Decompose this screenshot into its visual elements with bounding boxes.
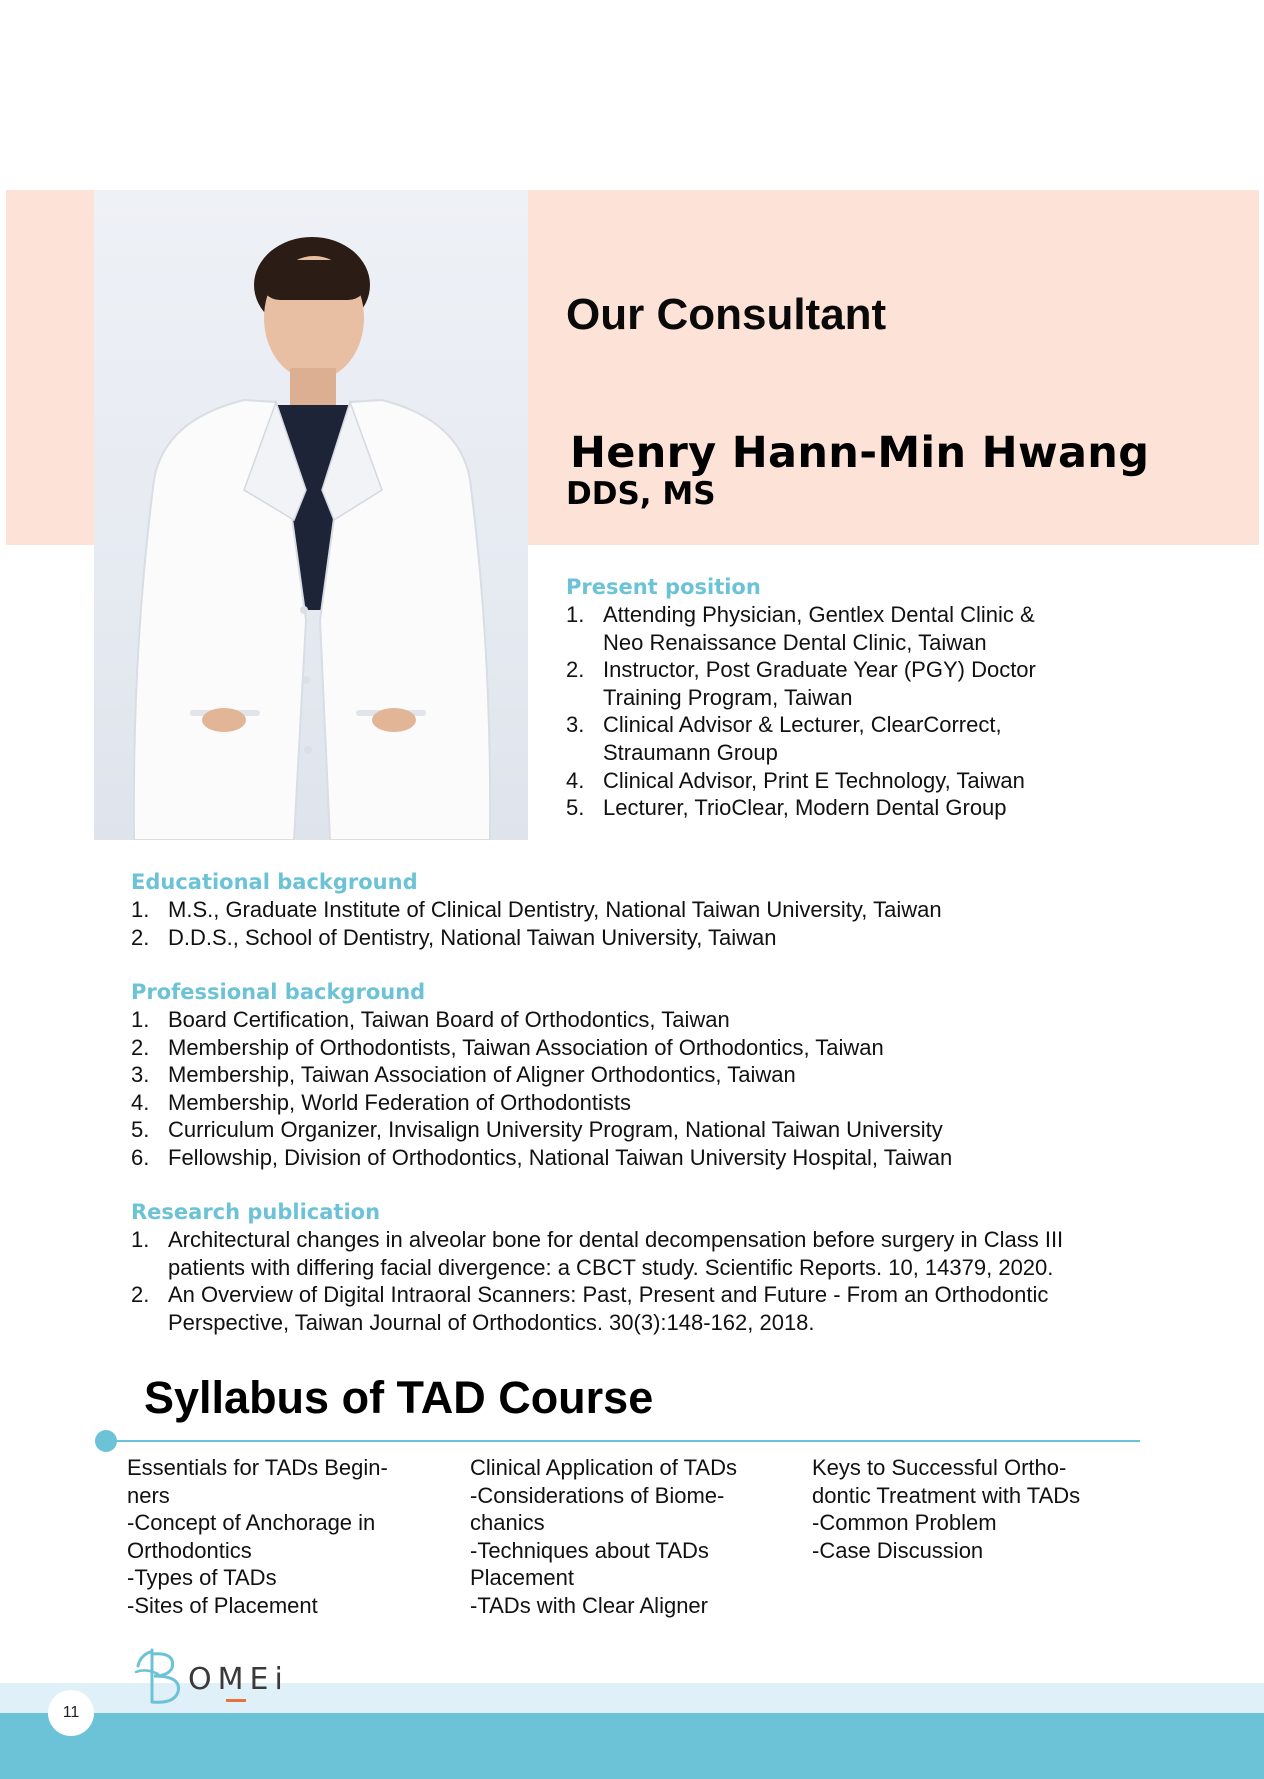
list-item: 1. Board Certification, Taiwan Board of Orthodontics, Taiwan [131,1007,730,1032]
syllabus-column-1: Essentials for TADs Begin- ners -Concept of Anchorage in Orthodontics -Types of TADs -Sites of Placement [127,1455,388,1618]
research-publication-list [131,1226,1063,1336]
educational-background-list [131,896,942,951]
syllabus-title: Syllabus of TAD Course [144,1372,654,1423]
page-title: Our Consultant [566,290,887,339]
list-item: 2. An Overview of Digital Intraoral Scanners: Past, Present and Future - From an Orthodontic Perspective, Taiwan Journal of Orthodontics. 30(3):148-162, 2018. [131,1282,1049,1335]
list-item: 5. Lecturer, TrioClear, Modern Dental Group [566,795,1007,821]
list-item: 2. D.D.S., School of Dentistry, National Taiwan University, Taiwan [131,924,777,950]
research-publication-heading: Research publication [131,1200,381,1224]
list-item: 1. Attending Physician, Gentlex Dental Clinic & Neo Renaissance Dental Clinic, Taiwan [566,602,1035,655]
bomei-logo [132,1646,312,1708]
professional-background-heading: Professional background [131,980,426,1004]
logo-accent-bar [226,1699,246,1702]
logo-b-icon [132,1646,192,1708]
timeline-dot [95,1430,117,1452]
consultant-name: Henry Hann-Min Hwang [570,428,1150,478]
consultant-credentials: DDS, MS [566,476,716,512]
list-item: 3. Clinical Advisor & Lecturer, ClearCorrect, Straumann Group [566,712,1002,765]
page-number: 11 [48,1690,94,1736]
list-item: 2. Membership of Orthodontists, Taiwan Association of Orthodontics, Taiwan [131,1034,884,1060]
list-item: 1. Architectural changes in alveolar bone for dental decompensation before surgery in Class III patients with differing facial divergence: a CBCT study. Scientific Reports. 10, 14379, 2020. [131,1227,1064,1280]
list-item: 1. M.S., Graduate Institute of Clinical Dentistry, National Taiwan University, Taiwan [131,897,942,922]
syllabus-column-3: Keys to Successful Ortho- dontic Treatment with TADs -Common Problem -Case Discussion [812,1455,1081,1563]
list-item: 3. Membership, Taiwan Association of Aligner Orthodontics, Taiwan [131,1062,796,1088]
list-item: 4. Membership, World Federation of Orthodontists [131,1089,632,1115]
present-position-list [566,601,1036,822]
footer-band [0,1713,1264,1779]
list-item: 2. Instructor, Post Graduate Year (PGY) Doctor Training Program, Taiwan [566,657,1036,710]
consultant-photo [94,190,528,840]
professional-background-list [131,1006,952,1172]
list-item: 4. Clinical Advisor, Print E Technology, Taiwan [566,767,1025,793]
present-position-heading: Present position [566,575,761,599]
syllabus-column-2: Clinical Application of TADs -Considerations of Biome- chanics -Techniques about TADs Placement -TADs with Clear Aligner [470,1455,737,1618]
logo-text: OMEi [188,1662,289,1697]
list-item: 5. Curriculum Organizer, Invisalign University Program, National Taiwan University [131,1117,943,1143]
timeline-line [106,1440,1140,1442]
list-item: 6. Fellowship, Division of Orthodontics, National Taiwan University Hospital, Taiwan [131,1144,953,1170]
educational-background-heading: Educational background [131,870,418,894]
